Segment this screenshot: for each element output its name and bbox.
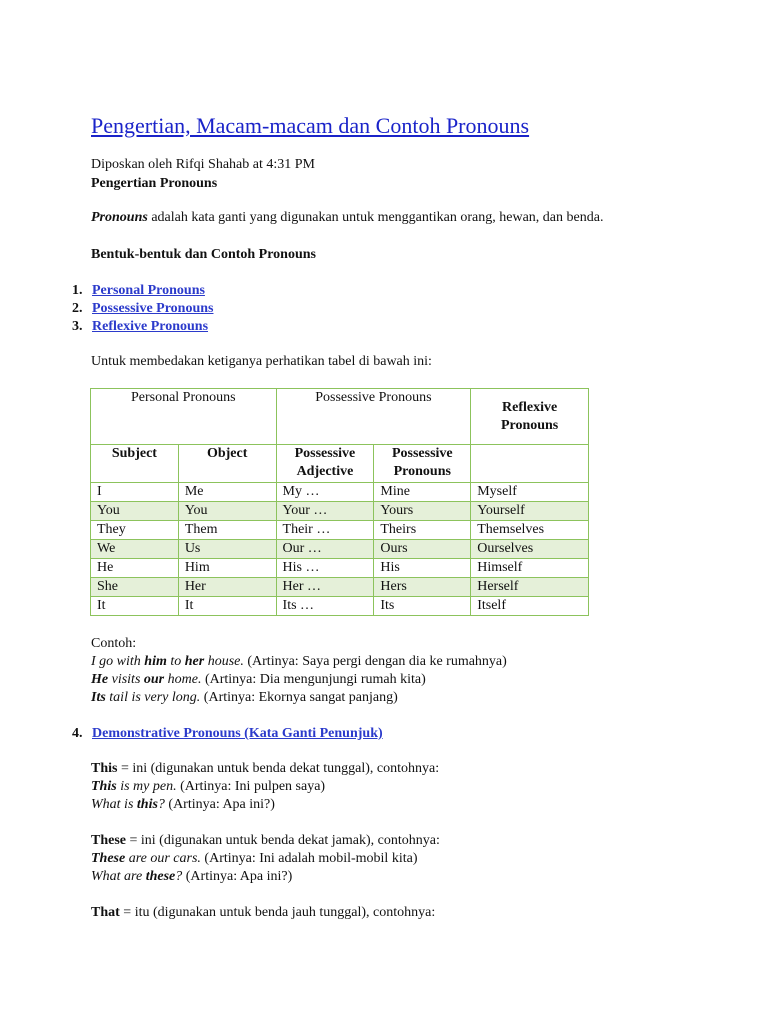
cell-object: Us (178, 540, 276, 559)
cell-possessive-adjective: Your … (276, 502, 374, 521)
list-item: 2. Possessive Pronouns (72, 301, 214, 316)
table-subheader-row (91, 445, 589, 483)
header-object: Object (178, 445, 276, 483)
that-definition: That = itu (digunakan untuk benda jauh tunggal), contohnya: (91, 905, 436, 920)
table-row (91, 502, 589, 521)
this-definition: This = ini (digunakan untuk benda dekat tunggal), contohnya: (91, 761, 440, 776)
cell-possessive-adjective: Her … (276, 578, 374, 597)
byline: Diposkan oleh Rifqi Shahab at 4:31 PM (91, 157, 315, 172)
personal-pronouns-link[interactable]: Personal Pronouns (92, 283, 205, 298)
demonstrative-pronouns-link[interactable]: Demonstrative Pronouns (Kata Ganti Penunjuk) (92, 726, 383, 741)
example-sentence: What are these? (Artinya: Apa ini?) (91, 869, 293, 884)
table-row (91, 597, 589, 616)
cell-object: Her (178, 578, 276, 597)
table-body (91, 483, 589, 616)
table-header-row (91, 389, 589, 445)
cell-reflexive: Ourselves (471, 540, 589, 559)
cell-subject: We (91, 540, 179, 559)
table-row (91, 521, 589, 540)
cell-possessive-adjective: His … (276, 559, 374, 578)
cell-object: Him (178, 559, 276, 578)
cell-subject: I (91, 483, 179, 502)
example-sentence: I go with him to her house. (Artinya: Saya pergi dengan dia ke rumahnya) (91, 654, 507, 669)
these-definition: These = ini (digunakan untuk benda dekat jamak), contohnya: (91, 833, 440, 848)
example-sentence: This is my pen. (Artinya: Ini pulpen saya) (91, 779, 326, 794)
section-heading-pengertian: Pengertian Pronouns (91, 176, 218, 191)
cell-subject: She (91, 578, 179, 597)
cell-possessive-pronoun: Mine (374, 483, 471, 502)
definition-term: Pronouns (91, 210, 148, 225)
cell-reflexive: Myself (471, 483, 589, 502)
possessive-pronouns-link[interactable]: Possessive Pronouns (92, 301, 214, 316)
cell-possessive-pronoun: Its (374, 597, 471, 616)
page-title-link[interactable]: Pengertian, Macam-macam dan Contoh Pronouns (91, 113, 530, 138)
cell-reflexive: Itself (471, 597, 589, 616)
header-reflexive-pronouns: Reflexive Pronouns (471, 389, 589, 445)
example-sentence: He visits our home. (Artinya: Dia mengunjungi rumah kita) (91, 672, 426, 687)
header-possessive-pronouns: Possessive Pronouns (276, 389, 471, 445)
cell-possessive-pronoun: Hers (374, 578, 471, 597)
header-subject: Subject (91, 445, 179, 483)
contoh-label: Contoh: (91, 636, 137, 651)
reflexive-pronouns-link[interactable]: Reflexive Pronouns (92, 319, 209, 334)
cell-possessive-adjective: Its … (276, 597, 374, 616)
table-row (91, 559, 589, 578)
example-sentence: These are our cars. (Artinya: Ini adalah mobil-mobil kita) (91, 851, 418, 866)
cell-reflexive: Herself (471, 578, 589, 597)
list-item: 4. Demonstrative Pronouns (Kata Ganti Penunjuk) (72, 726, 383, 741)
table-row (91, 578, 589, 597)
table-row (91, 540, 589, 559)
header-personal-pronouns: Personal Pronouns (91, 389, 277, 445)
cell-subject: You (91, 502, 179, 521)
pronouns-table (90, 388, 589, 616)
cell-possessive-pronoun: Theirs (374, 521, 471, 540)
example-sentence: What is this? (Artinya: Apa ini?) (91, 797, 275, 812)
section-heading-bentuk: Bentuk-bentuk dan Contoh Pronouns (91, 247, 316, 262)
cell-possessive-adjective: Our … (276, 540, 374, 559)
cell-object: It (178, 597, 276, 616)
header-possessive-adjective: Possessive Adjective (276, 445, 374, 483)
header-empty-cell (471, 445, 589, 483)
cell-possessive-pronoun: Yours (374, 502, 471, 521)
cell-object: Them (178, 521, 276, 540)
definition-text: adalah kata ganti yang digunakan untuk menggantikan orang, hewan, dan benda. (147, 210, 604, 225)
cell-possessive-adjective: Their … (276, 521, 374, 540)
list-item: 1. Personal Pronouns (72, 283, 205, 298)
list-item: 3. Reflexive Pronouns (72, 319, 209, 334)
table-row (91, 483, 589, 502)
cell-possessive-adjective: My … (276, 483, 374, 502)
cell-possessive-pronoun: His (374, 559, 471, 578)
cell-object: Me (178, 483, 276, 502)
header-possessive-pronouns-sub: Possessive Pronouns (374, 445, 471, 483)
example-sentence: Its tail is very long. (Artinya: Ekornya sangat panjang) (91, 690, 398, 705)
cell-reflexive: Himself (471, 559, 589, 578)
cell-object: You (178, 502, 276, 521)
cell-subject: They (91, 521, 179, 540)
cell-subject: He (91, 559, 179, 578)
cell-reflexive: Yourself (471, 502, 589, 521)
definition-paragraph (91, 209, 603, 227)
cell-subject: It (91, 597, 179, 616)
cell-possessive-pronoun: Ours (374, 540, 471, 559)
table-intro: Untuk membedakan ketiganya perhatikan tabel di bawah ini: (91, 354, 432, 369)
cell-reflexive: Themselves (471, 521, 589, 540)
